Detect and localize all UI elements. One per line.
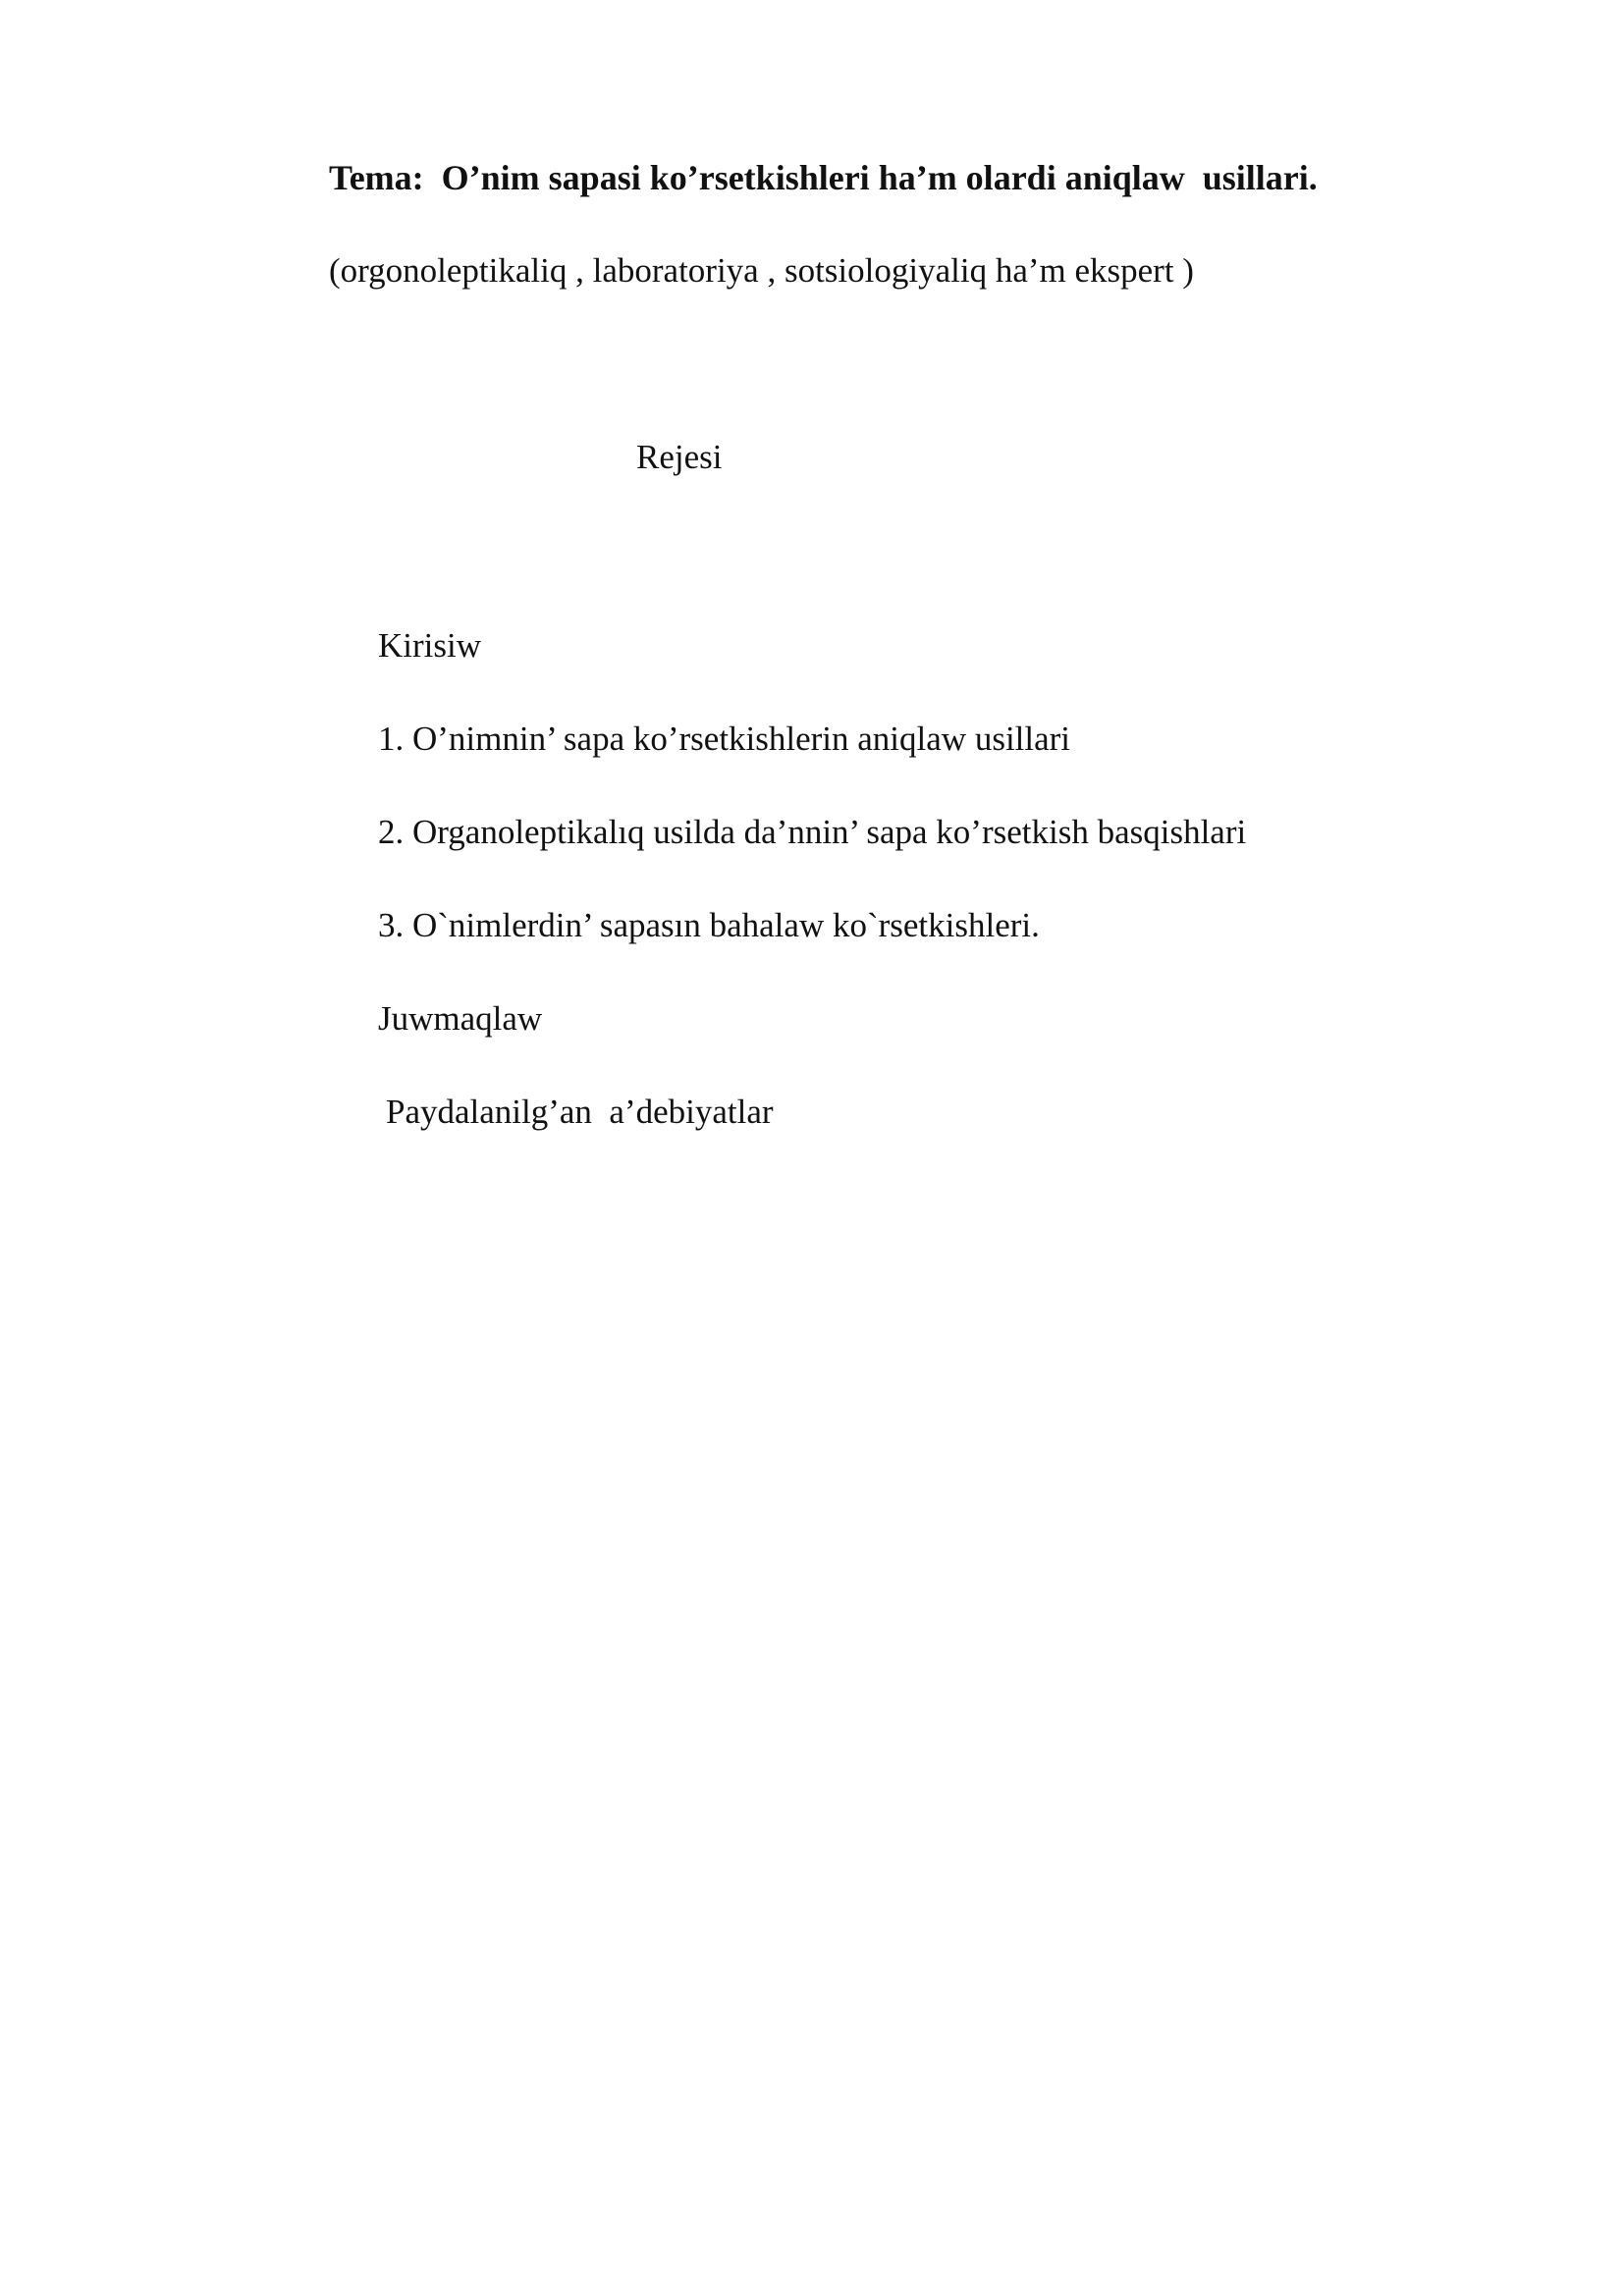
outline-item-2: 2. Organoleptikalıq usilda da’nnin’ sapa ko’rsetkish basqishlari	[378, 813, 1247, 851]
outline-item-1: 1. O’nimnin’ sapa ko’rsetkishlerin aniqlaw usillari	[378, 720, 1071, 758]
document-subtitle: (orgonoleptikaliq , laboratoriya , sotsiologiyaliq ha’m ekspert )	[329, 251, 1194, 290]
outline-item-3: 3. O`nimlerdin’ sapasın bahalaw ko`rsetkishleri.	[378, 906, 1040, 944]
document-title: Tema: O’nim sapasi ko’rsetkishleri ha’m olardi aniqlaw usillari.	[329, 158, 1318, 197]
outline-item-introduction: Kirisiw	[378, 626, 481, 665]
plan-heading: Rejesi	[636, 438, 723, 476]
outline-item-conclusion: Juwmaqlaw	[378, 999, 543, 1038]
outline-item-references: Paydalanilg’an a’debiyatlar	[386, 1093, 774, 1131]
